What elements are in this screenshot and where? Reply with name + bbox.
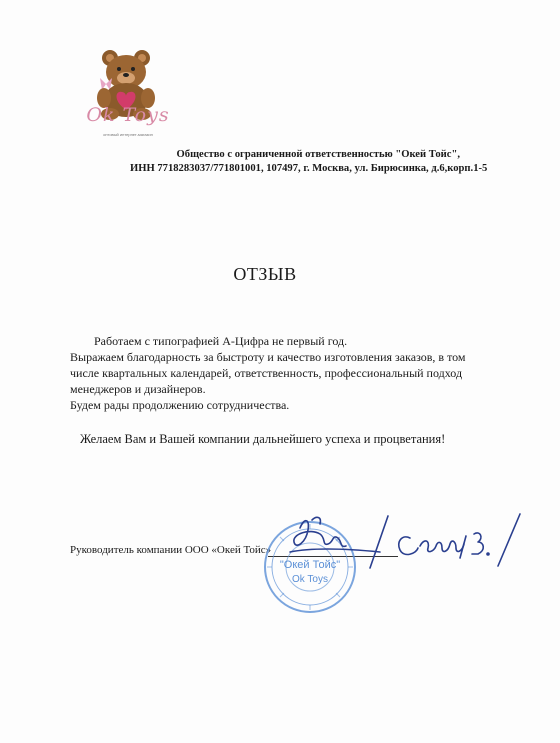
body-line: Выражаем благодарность за быстроту и качество изготовления заказов, в том <box>70 350 466 364</box>
document-title: ОТЗЫВ <box>233 264 297 284</box>
company-name-line: Общество с ограниченной ответственностью "Окей Тойс", <box>176 149 460 160</box>
logo-tagline: оптовый интернет-магазин <box>103 132 153 137</box>
signatory-title: Руководитель компании ООО «Окей Тойс» <box>70 544 272 556</box>
stamp-center-text: Ok Toys <box>292 574 328 585</box>
closing-wish: Желаем Вам и Вашей компании дальнейшего успеха и процветания! <box>80 432 446 446</box>
company-header <box>130 148 488 176</box>
stamp-ring-text: "Окей Тойс" <box>279 559 341 571</box>
body-line: менеджеров и дизайнеров. <box>70 382 206 396</box>
company-details-line: ИНН 7718283037/771801001, 107497, г. Москва, ул. Бирюсинка, д.6,корп.1-5 <box>130 163 488 174</box>
body-line: Будем рады продолжению сотрудничества. <box>70 398 290 412</box>
body-line: Работаем с типографией А-Цифра не первый год. <box>94 334 348 348</box>
review-body <box>70 333 490 413</box>
logo-brand-text: Ok Toys <box>86 104 170 126</box>
company-logo <box>72 44 182 149</box>
body-line: числе квартальных календарей, ответственность, профессиональный подход <box>70 366 463 380</box>
handwritten-signature <box>270 508 530 588</box>
